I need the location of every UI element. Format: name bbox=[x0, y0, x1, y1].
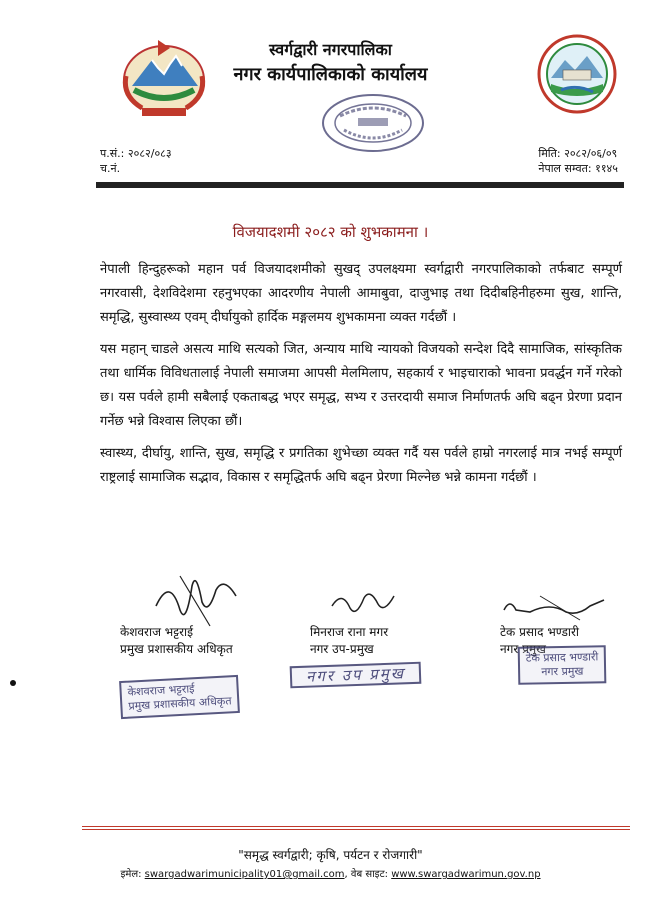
signatory-cao bbox=[120, 624, 233, 658]
letter-number: प.सं.: २०८२/०८३ bbox=[100, 147, 172, 160]
date-block bbox=[538, 146, 618, 176]
cao-stamp: केशवराज भट्टराई प्रमुख प्रशासकीय अधिकृत bbox=[119, 675, 240, 719]
footer-slogan: "समृद्ध स्वर्गद्वारी; कृषि, पर्यटन र रोजगारी" bbox=[238, 848, 423, 862]
signatory-post: नगर प्रमुख bbox=[500, 642, 546, 656]
website-label: , वेब साइट: bbox=[344, 869, 389, 880]
signatory-name: टेक प्रसाद भण्डारी bbox=[500, 625, 579, 639]
mayor-stamp: टेक प्रसाद भण्डारी नगर प्रमुख bbox=[518, 645, 607, 685]
footer-divider bbox=[82, 826, 630, 827]
email-label: इमेल: bbox=[120, 869, 142, 880]
signatory-deputy-mayor bbox=[310, 624, 388, 658]
body-paragraph-1: नेपाली हिन्दुहरूको महान पर्व विजयादशमीको सुखद् उपलक्ष्यमा स्वर्गद्वारी नगरपालिकाको तर्फबाट सम्पूर्ण नगरवासी, देशविदेशमा रहनुभएका आदरणीय नेपाली आमाबुवा, दाजुभाइ तथा दिदीबहिनीहरुमा सुख, शान्ति, समृद्धि, सुस्वास्थ्य एवम् दीर्घायुको हार्दिक मङ्गलमय शुभकामना व्यक्त गर्दछौं । bbox=[100, 262, 622, 325]
letter-body bbox=[100, 258, 622, 498]
office-title-line2: नगर कार्यपालिकाको कार्यालय bbox=[233, 64, 428, 85]
signature-scribble-3 bbox=[500, 590, 610, 624]
signatory-post: प्रमुख प्रशासकीय अधिकृत bbox=[120, 642, 233, 656]
nepal-sambat-year: नेपाल सम्वत: ११४५ bbox=[538, 162, 618, 175]
signatory-name: मिनराज राना मगर bbox=[310, 625, 389, 639]
dispatch-number: च.नं. bbox=[100, 162, 121, 175]
website-link[interactable]: www.swargadwarimun.gov.np bbox=[391, 869, 541, 880]
letter-subject: विजयादशमी २०८२ को शुभकामना । bbox=[232, 223, 429, 241]
footer-contact bbox=[0, 866, 661, 880]
reference-block bbox=[100, 146, 172, 176]
body-paragraph-3: स्वास्थ्य, दीर्घायु, शान्ति, सुख, समृद्धि र प्रगतिका शुभेच्छा व्यक्त गर्दै यस पर्वले हाम्रो नगरलाई मात्र नभई सम्पूर्ण राष्ट्रलाई सामाजिक सद्भाव, विकास र समृद्धितर्फ अघि बढ्न प्रेरणा मिल्नेछ भन्ने कामना गर्दछौं । bbox=[100, 446, 622, 485]
deputy-mayor-stamp: नगर उप प्रमुख bbox=[290, 662, 422, 689]
office-seal-stamp bbox=[318, 90, 428, 156]
ink-dot bbox=[10, 680, 16, 686]
signature-scribble-2 bbox=[328, 584, 398, 624]
footer-divider-2 bbox=[82, 829, 630, 830]
email-link[interactable]: swargadwarimunicipality01@gmail.com bbox=[144, 869, 345, 880]
header-divider bbox=[96, 182, 624, 188]
signatory-post: नगर उप-प्रमुख bbox=[310, 642, 374, 656]
office-title-line1: स्वर्गद्वारी नगरपालिका bbox=[269, 40, 392, 59]
body-paragraph-2: यस महान् चाडले असत्य माथि सत्यको जित, अन्याय माथि न्यायको विजयको सन्देश दिदै सामाजिक, सांस्कृतिक तथा धार्मिक विविधतालाई नेपाली समाजमा आपसी मेलमिलाप, सहकार्य र भाइचाराको भावना प्रवर्द्धन गर्ने गरेको छ। यस पर्वले हामी सबैलाई एकताबद्ध भएर समृद्ध, सभ्य र उत्तरदायी समाज निर्माणतर्फ अघि बढ्न प्रेरणा प्रदान गर्नेछ भन्ने विश्वास लिएका छौं। bbox=[100, 342, 622, 429]
signature-scribble-1 bbox=[150, 566, 240, 630]
letter-date: मिति: २०८२/०६/०९ bbox=[538, 147, 618, 160]
signatory-name: केशवराज भट्टराई bbox=[120, 625, 193, 639]
